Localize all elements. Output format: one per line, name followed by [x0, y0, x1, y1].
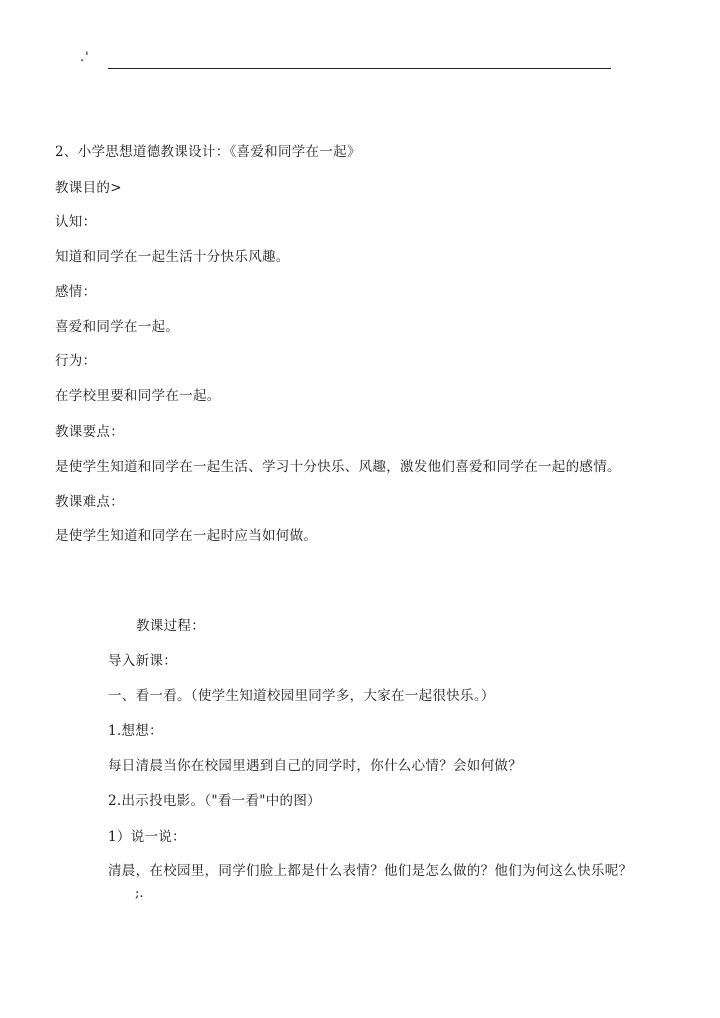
lesson-title: 2、小学思想道德教课设计：《喜爱和同学在一起》	[55, 144, 361, 160]
cognition-text: 知道和同学在一起生活十分快乐风趣。	[55, 249, 290, 265]
intro-heading: 导入新课：	[108, 653, 177, 669]
emotion-label: 感情：	[55, 284, 97, 300]
process-heading: 教课过程：	[136, 618, 205, 634]
step-think: 1.想想：	[108, 723, 163, 739]
behavior-label: 行为：	[55, 353, 97, 369]
difficulty-label: 教课难点：	[55, 494, 124, 510]
step-say: 1）说一说：	[108, 829, 186, 845]
cognition-label: 认知：	[55, 214, 97, 230]
behavior-text: 在学校里要和同学在一起。	[55, 388, 221, 404]
stray-mark-bottom: ;.	[135, 886, 144, 901]
step-show-film: 2.出示投电影。（"看一看"中的图）	[108, 793, 321, 809]
goal-heading: 教课目的>	[55, 180, 122, 196]
step-think-text: 每日清晨当你在校园里遇到自己的同学时，你什么心情？会如何做？	[108, 758, 522, 774]
difficulty-text: 是使学生知道和同学在一起时应当如何做。	[55, 528, 318, 544]
key-point-label: 教课要点：	[55, 424, 124, 440]
horizontal-rule	[108, 68, 611, 69]
key-point-text: 是使学生知道和同学在一起生活、学习十分快乐、风趣，激发他们喜爱和同学在一起的感情。	[55, 459, 621, 475]
emotion-text: 喜爱和同学在一起。	[55, 319, 180, 335]
step-look: 一、看一看。（使学生知道校园里同学多，大家在一起很快乐。）	[108, 688, 495, 704]
stray-mark-top: .'	[80, 50, 90, 65]
step-say-text: 清晨，在校园里，同学们脸上都是什么表情？他们是怎么做的？他们为何这么快乐呢？	[108, 863, 633, 879]
